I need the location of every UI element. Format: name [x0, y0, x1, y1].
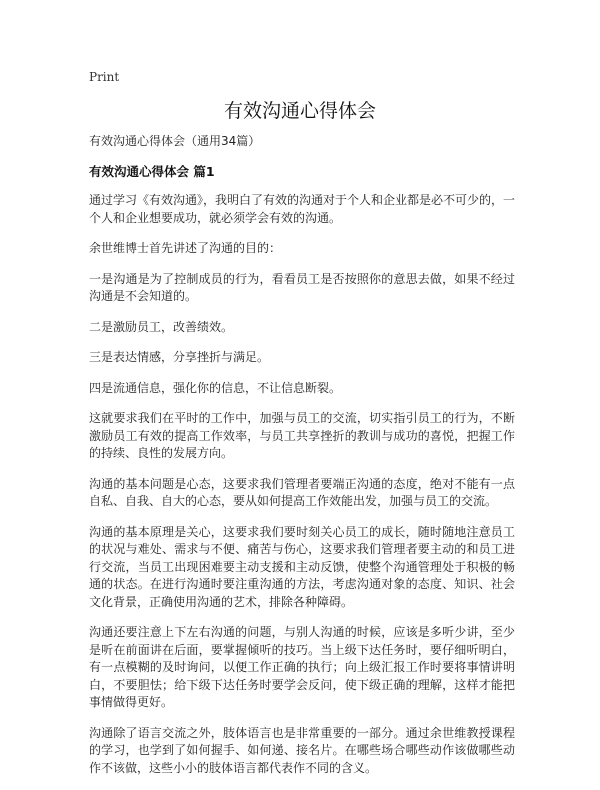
- paragraph: 这就要求我们在平时的工作中，加强与员工的交流，切实指引员工的行为，不断激励员工有效的提高工作效率，与员工共享挫折的教训与成功的喜悦，把握工作的持续、良性的发展方向。: [89, 411, 515, 460]
- paragraph: 沟通的基本原理是关心，这要求我们要时刻关心员工的成长，随时随地注意员工的状况与难处、需求与不便、痛苦与伤心，这要求我们管理者要主动的和员工进行交流，当员工出现困难要主动支援和主动反馈，使整个沟通管理处于积极的畅通的状态。在进行沟通时要注重沟通的方法，考虑沟通对象的态度、知识、社会文化背景，正确使用沟通的艺术，排除各种障碍。: [89, 524, 515, 609]
- paragraph: 通过学习《有效沟通》，我明白了有效的沟通对于个人和企业都是必不可少的，一个人和企业想要成功，就必须学会有效的沟通。: [89, 193, 516, 225]
- document-body: [89, 133, 515, 790]
- paragraph: 沟通还要注意上下左右沟通的问题，与别人沟通的时候，应该是多听少讲，至少是听在前面讲在后面，要掌握倾听的技巧。当上级下达任务时，要仔细听明白，有一点模糊的及时询问，以便工作正确的执行；向上级汇报工作时要将事情讲明白，不要胆怯；给下级下达任务时要学会反问，使下级正确的理解，这样才能把事情做得更好。: [89, 625, 515, 709]
- paragraph: 二是激励员工，改善绩效。: [89, 319, 234, 334]
- document-subtitle: 有效沟通心得体会（通用34篇）: [89, 134, 261, 148]
- paragraph: 一是沟通是为了控制成员的行为，看看员工是否按照你的意思去做，如果不经过沟通是不会知道的。: [89, 271, 515, 303]
- paragraph: 余世维博士首先讲述了沟通的目的：: [89, 241, 282, 255]
- print-link[interactable]: Print: [89, 70, 120, 84]
- paragraph: 沟通的基本问题是心态，这要求我们管理者要端正沟通的态度，绝对不能有一点自私、自我、自大的心态，要从如何提高工作效能出发，加强与员工的交流。: [89, 476, 515, 508]
- paragraph: 四是流通信息，强化你的信息，不让信息断裂。: [89, 380, 342, 395]
- section-heading: 有效沟通心得体会 篇1: [89, 164, 215, 179]
- paragraph: 三是表达情感，分享挫折与满足。: [89, 350, 270, 364]
- paragraph: 沟通除了语言交流之外，肢体语言也是非常重要的一部分。通过余世维教授课程的学习，也学到了如何握手、如何递、接名片。在哪些场合哪些动作该做哪些动作不该做，这些小小的肢体语言都代表作不同的含义。: [89, 725, 515, 775]
- document-title: 有效沟通心得体会: [223, 100, 376, 122]
